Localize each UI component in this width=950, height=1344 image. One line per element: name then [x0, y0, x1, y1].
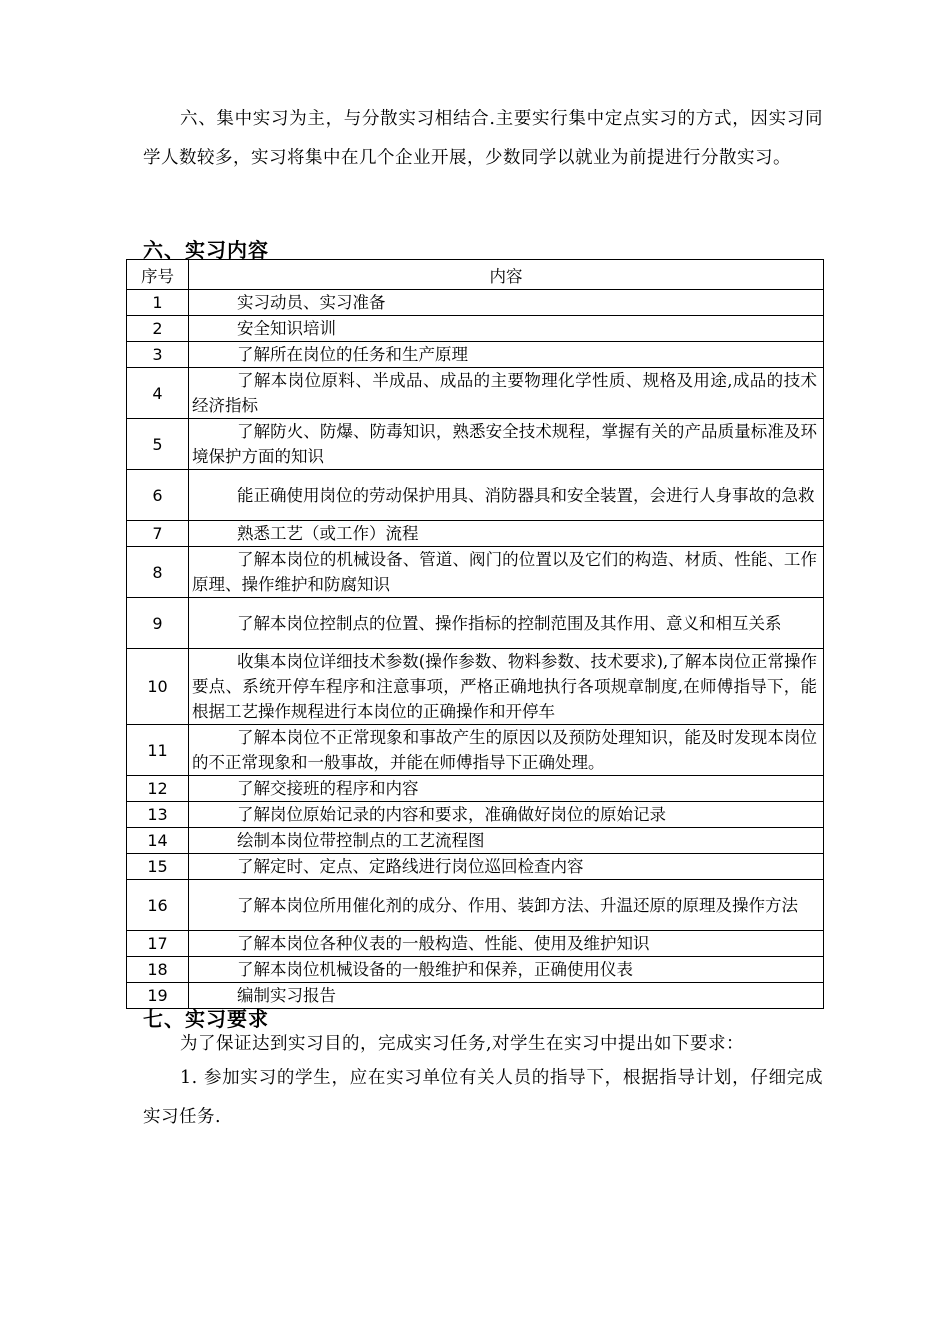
table-row — [127, 419, 824, 470]
table-row — [127, 598, 824, 649]
table-row — [127, 931, 824, 957]
section-7-intro: 为了保证达到实习目的，完成实习任务,对学生在实习中提出如下要求： — [180, 1034, 745, 1054]
row-number: 15 — [127, 854, 189, 880]
row-content: 收集本岗位详细技术参数(操作参数、物料参数、技术要求),了解本岗位正常操作要点、系统开停车程序和注意事项，严格正确地执行各项规章制度,在师傅指导下，能根据工艺操作规程进行本岗位的正确操作和开停车 — [189, 649, 824, 725]
section-6-heading: 六、实习内容 — [143, 238, 269, 262]
row-content: 安全知识培训 — [189, 316, 824, 342]
row-content: 了解交接班的程序和内容 — [189, 776, 824, 802]
row-number: 4 — [127, 368, 189, 419]
row-number: 16 — [127, 880, 189, 931]
row-content: 了解本岗位各种仪表的一般构造、性能、使用及维护知识 — [189, 931, 824, 957]
row-number: 17 — [127, 931, 189, 957]
table-row — [127, 342, 824, 368]
row-number: 14 — [127, 828, 189, 854]
table-row — [127, 725, 824, 776]
row-content: 了解所在岗位的任务和生产原理 — [189, 342, 824, 368]
row-number: 11 — [127, 725, 189, 776]
intro-paragraph: 六、集中实习为主，与分散实习相结合.主要实行集中定点实习的方式，因实习同学人数较多，实习将集中在几个企业开展，少数同学以就业为前提进行分散实习。 — [143, 109, 823, 168]
table-header-row — [127, 260, 824, 290]
header-content: 内容 — [189, 260, 824, 290]
row-number: 3 — [127, 342, 189, 368]
table-row — [127, 828, 824, 854]
table-row — [127, 957, 824, 983]
row-content: 实习动员、实习准备 — [189, 290, 824, 316]
row-content: 了解本岗位原料、半成品、成品的主要物理化学性质、规格及用途,成品的技术经济指标 — [189, 368, 824, 419]
table-row — [127, 776, 824, 802]
row-number: 13 — [127, 802, 189, 828]
row-number: 12 — [127, 776, 189, 802]
table-row — [127, 521, 824, 547]
table-row — [127, 290, 824, 316]
row-number: 2 — [127, 316, 189, 342]
row-content: 了解定时、定点、定路线进行岗位巡回检查内容 — [189, 854, 824, 880]
row-content: 了解本岗位所用催化剂的成分、作用、装卸方法、升温还原的原理及操作方法 — [189, 880, 824, 931]
row-number: 1 — [127, 290, 189, 316]
table-row — [127, 649, 824, 725]
table-row — [127, 880, 824, 931]
row-number: 19 — [127, 983, 189, 1009]
requirement-item-1: 1. 参加实习的学生，应在实习单位有关人员的指导下，根据指导计划，仔细完成实习任务. — [143, 1068, 823, 1127]
row-number: 18 — [127, 957, 189, 983]
table-row — [127, 368, 824, 419]
row-content: 能正确使用岗位的劳动保护用具、消防器具和安全装置，会进行人身事故的急救 — [189, 470, 824, 521]
row-content: 了解本岗位机械设备的一般维护和保养，正确使用仪表 — [189, 957, 824, 983]
row-content: 了解岗位原始记录的内容和要求，准确做好岗位的原始记录 — [189, 802, 824, 828]
table-row — [127, 854, 824, 880]
row-number: 8 — [127, 547, 189, 598]
row-content: 熟悉工艺（或工作）流程 — [189, 521, 824, 547]
row-number: 10 — [127, 649, 189, 725]
table-row — [127, 470, 824, 521]
row-number: 7 — [127, 521, 189, 547]
table-row — [127, 802, 824, 828]
table-row — [127, 547, 824, 598]
row-number: 5 — [127, 419, 189, 470]
header-serial-number: 序号 — [127, 260, 189, 290]
internship-content-table — [126, 259, 824, 1009]
row-number: 6 — [127, 470, 189, 521]
table-row — [127, 316, 824, 342]
row-content: 绘制本岗位带控制点的工艺流程图 — [189, 828, 824, 854]
row-content: 编制实习报告 — [189, 983, 824, 1009]
section-7-heading: 七、实习要求 — [143, 1007, 269, 1031]
row-number: 9 — [127, 598, 189, 649]
row-content: 了解本岗位的机械设备、管道、阀门的位置以及它们的构造、材质、性能、工作原理、操作维护和防腐知识 — [189, 547, 824, 598]
row-content: 了解本岗位控制点的位置、操作指标的控制范围及其作用、意义和相互关系 — [189, 598, 824, 649]
row-content: 了解本岗位不正常现象和事故产生的原因以及预防处理知识，能及时发现本岗位的不正常现象和一般事故，并能在师傅指导下正确处理。 — [189, 725, 824, 776]
row-content: 了解防火、防爆、防毒知识，熟悉安全技术规程，掌握有关的产品质量标准及环境保护方面的知识 — [189, 419, 824, 470]
